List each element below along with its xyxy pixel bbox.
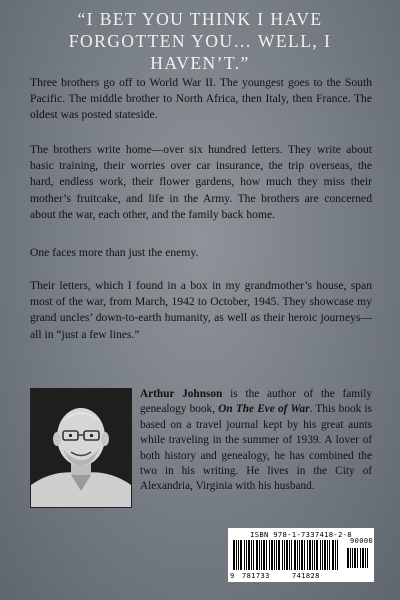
barcode-bar <box>327 540 328 570</box>
barcode-lead-digit: 9 <box>230 572 235 580</box>
barcode-bar <box>263 540 265 570</box>
barcode-bar <box>266 540 267 570</box>
barcode-bar <box>365 548 366 568</box>
barcode-digits-right: 741828 <box>292 572 320 580</box>
barcode-bar <box>261 540 262 570</box>
barcode-bar <box>329 540 330 570</box>
barcode-bar <box>362 548 364 568</box>
price-barcode-bars <box>346 548 372 570</box>
barcode-bar <box>282 540 283 570</box>
barcode-bar <box>289 540 290 570</box>
isbn-barcode <box>228 528 374 582</box>
barcode-bar <box>251 540 252 570</box>
bio-text-b: . This book is based on a travel journal kept by his great aunts while traveling in the summer of 1939. A lover of both history and genealogy, he has combined the two in his writing. He lives in the City of Alexandria, Virginia with his husband. <box>140 403 372 493</box>
blurb-paragraph-1: Three brothers go off to World War II. The youngest goes to the South Pacific. The middle brother to North Africa, then Italy, then France. The oldest was posted stateside. <box>30 76 372 122</box>
barcode-bar <box>248 540 250 570</box>
barcode-bar <box>307 540 308 570</box>
barcode-bar <box>304 540 305 570</box>
barcode-bar <box>320 540 321 570</box>
barcode-bar <box>367 548 368 568</box>
tagline-quote: “I BET YOU THINK I HAVE FORGOTTEN YOU… WELL, I HAVEN’T.” <box>68 9 332 73</box>
barcode-bar <box>324 540 326 570</box>
barcode-bar <box>236 540 237 570</box>
blurb-paragraph-2: The brothers write home—over six hundred letters. They write about basic training, their worries over car insurance, the trip overseas, the hard, endless work, their flower gardens, how much they miss their mother’s fruitcake, and life in the Army. The brothers are concerned about the war, each other, and the family back home. <box>30 143 372 221</box>
barcode-bar <box>233 540 235 570</box>
barcode-bar <box>271 540 273 570</box>
blurb-paragraph-3: One faces more than just the enemy. <box>30 246 199 259</box>
barcode-bar <box>240 540 242 570</box>
book-title: On The Eve of War <box>218 403 310 416</box>
barcode-bar <box>350 548 351 568</box>
author-photo <box>30 388 132 508</box>
barcode-bar <box>316 540 318 570</box>
barcode-bar <box>276 540 277 570</box>
barcode-bar <box>357 548 358 568</box>
barcode-bars <box>232 540 342 572</box>
barcode-bar <box>278 540 280 570</box>
barcode-bar <box>354 548 356 568</box>
price-code: 90000 <box>350 537 374 545</box>
barcode-bar <box>274 540 275 570</box>
barcode-bar <box>314 540 315 570</box>
barcode-bar <box>301 540 303 570</box>
author-bio <box>140 387 372 495</box>
barcode-bar <box>238 540 239 570</box>
barcode-bar <box>337 540 338 570</box>
barcode-bar <box>299 540 300 570</box>
barcode-bar <box>352 548 353 568</box>
barcode-bar <box>322 540 323 570</box>
isbn-label: ISBN 978-1-7337418-2-8 <box>250 530 352 539</box>
bio-text-a: is the author of the family genealogy book, <box>140 388 373 416</box>
author-name: Arthur Johnson <box>140 388 223 400</box>
barcode-bar <box>246 540 247 570</box>
barcode-digits-left: 781733 <box>242 572 270 580</box>
barcode-bar <box>360 548 361 568</box>
barcode-bar <box>309 540 311 570</box>
barcode-bar <box>269 540 270 570</box>
barcode-bar <box>286 540 288 570</box>
barcode-bar <box>256 540 258 570</box>
barcode-bar <box>312 540 313 570</box>
barcode-bar <box>332 540 334 570</box>
blurb-paragraph-4: Their letters, which I found in a box in my grandmother’s house, span most of the war, from March, 1942 to October, 1945. They showcase my grand uncles’ down-to-earth humanity, as well as their heroic journeys—all in “just a few lines.” <box>30 279 372 341</box>
barcode-bar <box>347 548 349 568</box>
barcode-bar <box>259 540 260 570</box>
barcode-bar <box>291 540 292 570</box>
barcode-bar <box>294 540 296 570</box>
barcode-bar <box>284 540 285 570</box>
barcode-bar <box>297 540 298 570</box>
barcode-bar <box>253 540 254 570</box>
barcode-bar <box>335 540 336 570</box>
barcode-bar <box>244 540 245 570</box>
